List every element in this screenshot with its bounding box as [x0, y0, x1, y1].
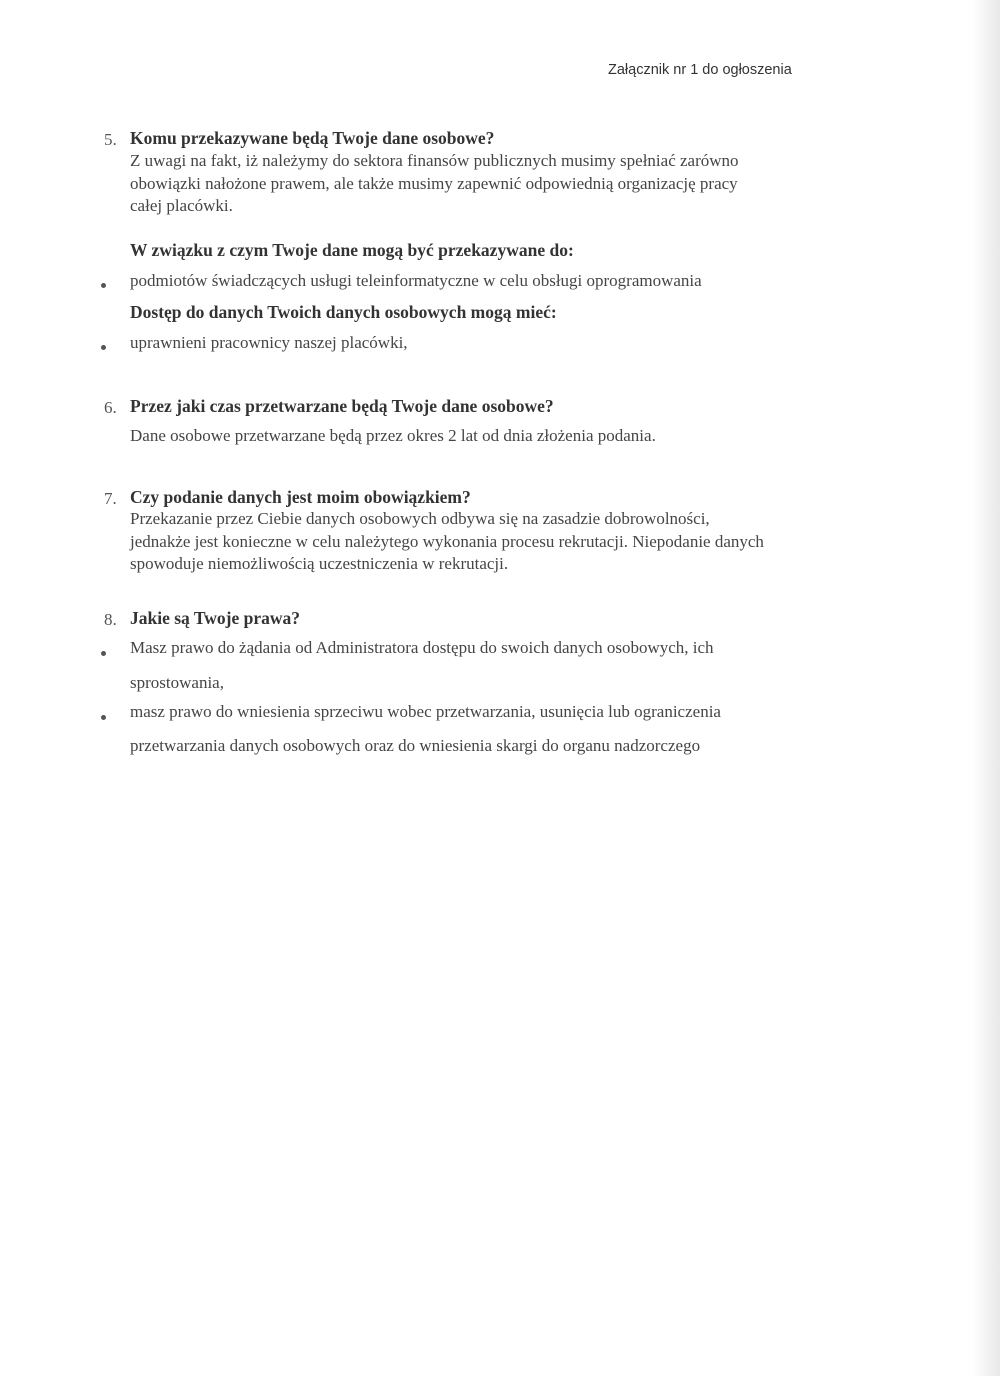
section-5-line-1: Z uwagi na fakt, iż należymy do sektora finansów publicznych musimy spełniać zarówno [130, 151, 739, 170]
bullet-dot [101, 651, 106, 656]
section-6-title: Przez jaki czas przetwarzane będą Twoje dane osobowe? [130, 396, 554, 416]
bullet-dot [101, 715, 106, 720]
section-8-number: 8. [104, 610, 117, 629]
attachment-note: Załącznik nr 1 do ogłoszenia [608, 62, 792, 78]
section-5-title: Komu przekazywane będą Twoje dane osobowe? [130, 128, 495, 148]
section-7-paragraph [130, 508, 870, 576]
section-7-number: 7. [104, 489, 117, 508]
section-7-line-2: jednakże jest konieczne w celu należytego wykonania procesu rekrutacji. Niepodanie danych [130, 531, 764, 551]
section-5-bullet-access: uprawnieni pracownicy naszej placówki, [130, 333, 408, 352]
section-8-bullet-2-line-2: przetwarzania danych osobowych oraz do wniesienia skargi do organu nadzorczego [130, 736, 701, 755]
scan-edge-shadow [972, 0, 1000, 1376]
section-8-bullet-2-line-1: masz prawo do wniesienia sprzeciwu wobec przetwarzania, usunięcia lub ograniczenia [130, 702, 721, 721]
bullet-dot [101, 345, 106, 350]
section-5-line-2: obowiązki nałożone prawem, ale także musimy zapewnić odpowiednią organizację pracy [130, 173, 738, 193]
section-5-subheading-access: Dostęp do danych Twoich danych osobowych mogą mieć: [130, 302, 557, 322]
section-5-line-3: całej placówki. [130, 196, 233, 215]
section-7-line-1: Przekazanie przez Ciebie danych osobowych odbywa się na zasadzie dobrowolności, [130, 509, 710, 528]
section-5-subheading-recipients: W związku z czym Twoje dane mogą być przekazywane do: [130, 240, 574, 260]
section-5-paragraph [130, 150, 830, 218]
section-8-bullet-1-line-1: Masz prawo do żądania od Administratora dostępu do swoich danych osobowych, ich [130, 638, 714, 657]
section-6-paragraph: Dane osobowe przetwarzane będą przez okres 2 lat od dnia złożenia podania. [130, 426, 656, 445]
section-5-number: 5. [104, 130, 117, 149]
section-7-line-3: spowoduje niemożliwością uczestniczenia w rekrutacji. [130, 554, 509, 573]
section-8-title: Jakie są Twoje prawa? [130, 608, 300, 628]
bullet-dot [101, 283, 106, 288]
section-5-bullet-recipients: podmiotów świadczących usługi teleinformatyczne w celu obsługi oprogramowania [130, 271, 702, 290]
section-6-number: 6. [104, 398, 117, 417]
section-7-title: Czy podanie danych jest moim obowiązkiem? [130, 487, 471, 507]
section-8-bullet-1-line-2: sprostowania, [130, 673, 224, 692]
